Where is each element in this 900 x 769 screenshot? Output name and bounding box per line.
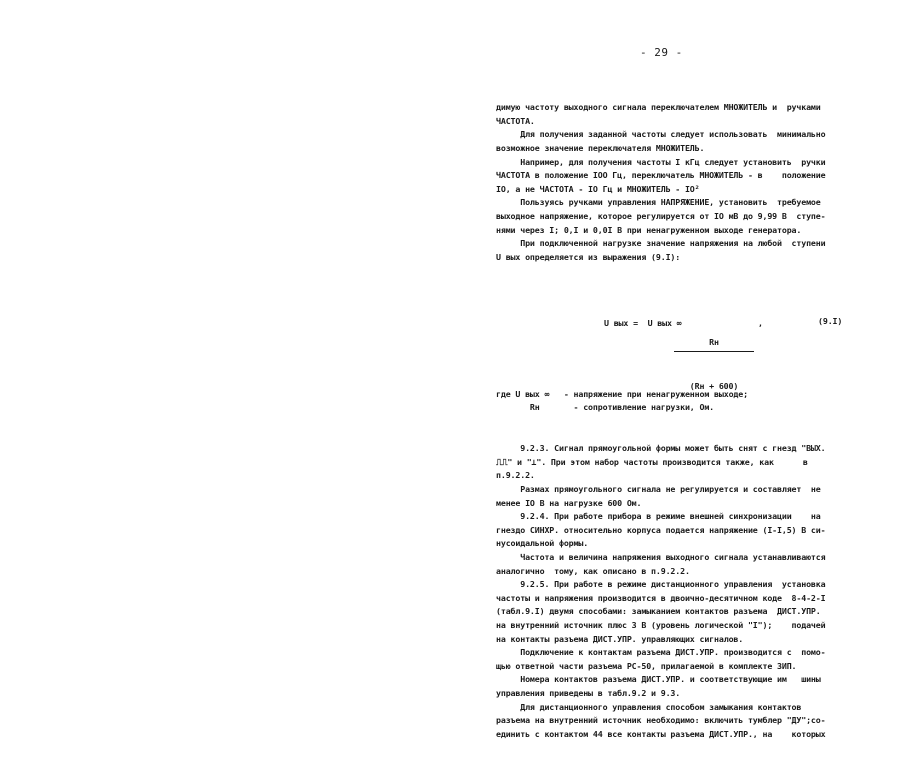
text-line: Номера контактов разъема ДИСТ.УПР. и соответствующие им шины [496,674,821,685]
formula-9-1 [496,309,864,392]
text-line: Пользуясь ручками управления НАПРЯЖЕНИЕ, установить требуемое [496,197,821,208]
text-line: Подключение к контактам разъема ДИСТ.УПР. производится с помо- [496,647,826,658]
text-line: IO, а не ЧАСТОТА - IO Гц и МНОЖИТЕЛЬ - IO² [496,183,700,194]
text-line: выходное напряжение, которое регулируется от IO мВ до 9,99 В ступе- [496,210,826,221]
text-line: на контакты разъема ДИСТ.УПР. управляющих сигналов. [496,633,744,644]
formula-numerator: Rн [674,336,754,352]
text-line: 9.2.5. При работе в режиме дистанционного управления установка [496,579,826,590]
text-line: 9.2.4. При работе прибора в режиме внешней синхронизации на [496,511,821,522]
text-column [496,74,864,769]
text-line: Размах прямоугольного сигнала не регулируется и составляет не [496,484,821,495]
text-line: Например, для получения частоты I кГц следует установить ручки [496,156,826,167]
text-line: Для дистанционного управления способом замыкания контактов [496,701,802,712]
text-line: Для получения заданной частоты следует использовать минимально [496,129,826,140]
text-line: единить с контактом 44 все контакты разъема ДИСТ.УПР., на которых [496,728,826,739]
formula-fraction [674,309,754,421]
formula-number: (9.I) [818,316,843,327]
text-line: Rн - сопротивление нагрузки, Ом. [496,402,715,413]
text-line: менее IO В на нагрузке 600 Ом. [496,497,642,508]
text-line: димую частоту выходного сигнала переключателем МНОЖИТЕЛЬ и ручками [496,102,821,113]
paragraph-block-bottom [496,442,864,741]
text-line: 9.2.3. Сигнал прямоугольной формы может быть снят с гнезд "ВЫХ. [496,443,826,454]
text-line: (табл.9.I) двумя способами: замыканием контактов разъема ДИСТ.УПР. [496,606,821,617]
text-line: щью ответной части разъема РС-50, прилагаемой в комплекте ЗИП. [496,660,797,671]
text-line: гнездо СИНХР. относительно корпуса подается напряжение (I-I,5) В си- [496,524,826,535]
text-line: п.9.2.2. [496,470,535,481]
text-line: U вых определяется из выражения (9.I): [496,251,681,262]
text-line: ⎍⎍" и "⊥". При этом набор частоты производится также, как в [496,456,808,467]
text-line: ЧАСТОТА в положение IOO Гц, переключатель МНОЖИТЕЛЬ - в положение [496,170,826,181]
formula-comma: , [758,318,763,329]
text-line: на внутренний источник плюс 3 В (уровень логической "I"); подачей [496,619,826,630]
text-line: где U вых ∞ - напряжение при ненагруженном выходе; [496,388,748,399]
text-line: аналогично тому, как описано в п.9.2.2. [496,565,690,576]
text-line: При подключенной нагрузке значение напряжения на любой ступени [496,238,826,249]
text-line: управления приведены в табл.9.2 и 9.3. [496,687,681,698]
text-line: ЧАСТОТА. [496,115,535,126]
text-line: нями через I; 0,I и 0,0I В при ненагруженном выходе генератора. [496,224,802,235]
formula-lhs: U вых = U вых ∞ [604,318,682,329]
text-line: возможное значение переключателя МНОЖИТЕЛЬ. [496,142,705,153]
text-line: частоты и напряжения производится в двоично-десятичном коде 8-4-2-I [496,592,826,603]
text-line: нусоидальной формы. [496,538,589,549]
paragraph-block-top [496,101,864,264]
text-line: разъема на внутренний источник необходимо: включить тумблер "ДУ";со- [496,715,826,726]
page-number: - 29 - [640,46,683,59]
formula-denominator: (Rн + 600) [689,381,739,392]
text-line: Частота и величина напряжения выходного сигнала устанавливаются [496,552,826,562]
